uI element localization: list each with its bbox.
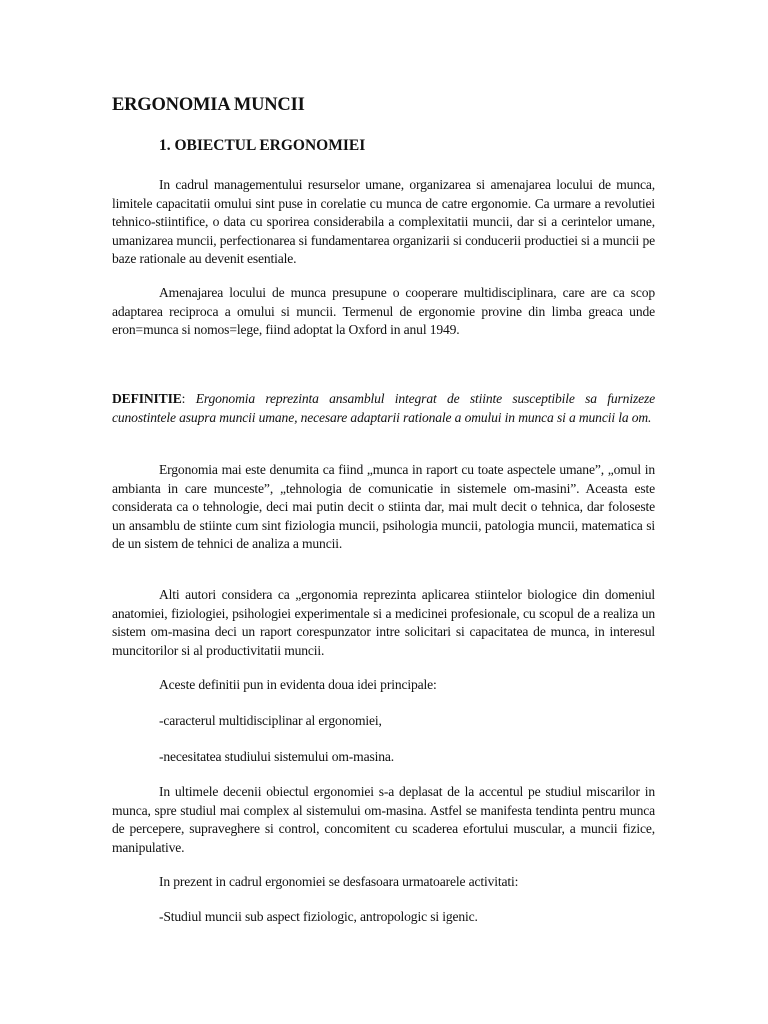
definition-colon: : <box>181 391 186 406</box>
paragraph-denumire: Ergonomia mai este denumita ca fiind „munca in raport cu toate aspectele umane”, „omul in ambianta in care munceste”, „tehnologia de comunicatie in sistemele om-masini”. Aceasta este considerata ca o tehnologie, deci mai putin decit o stiinta dar, mai mult decit o tehnica, dar foloseste un ansamblu de stiinte cum sint fiziologia muncii, psihologia muncii, patologia muncii, matematica si de un sistem de tehnici de analiza a muncii. <box>112 462 655 552</box>
paragraph-amenajare: Amenajarea locului de munca presupune o cooperare multidisciplinara, care are ca scop adaptarea reciproca a omului si muncii. Termenul de ergonomie provine din limba greaca unde eron=munca si nomos=lege, fiind adoptat la Oxford in anul 1949. <box>112 285 655 338</box>
paragraph-alti-autori: Alti autori considera ca „ergonomia reprezinta aplicarea stiintelor biologice din domeniul anatomiei, fiziologiei, psihologiei experimentale si a medicinei profesionale, cu scopul de a realiza un sistem om-masina deci un raport corespunzator intre solicitari si capacitatea de munca, in interesul muncitorilor si al productivitatii muncii. <box>112 587 655 658</box>
definition-paragraph <box>112 390 655 427</box>
definition-text: Ergonomia reprezinta ansamblul integrat de stiinte susceptibile sa furnizeze cunostintele asupra muncii umane, necesare adaptarii rationale a omului in munca si a muncii la om. <box>112 391 656 425</box>
text-line: Aceste definitii pun in evidenta doua idei principale: <box>159 677 437 692</box>
definition-label: DEFINITIE <box>112 391 182 406</box>
document-title: ERGONOMIA MUNCII <box>112 95 305 115</box>
list-item: -Studiul muncii sub aspect fiziologic, antropologic si igenic. <box>159 909 478 924</box>
list-item: -necesitatea studiului sistemului om-masina. <box>159 749 395 764</box>
list-item: -caracterul multidisciplinar al ergonomiei, <box>159 713 382 728</box>
text-line: In prezent in cadrul ergonomiei se desfasoara urmatoarele activitati: <box>159 874 519 889</box>
paragraph-intro: In cadrul managementului resurselor umane, organizarea si amenajarea locului de munca, limitele capacitatii omului sint puse in corelatie cu munca de catre ergonomie. Ca urmare a revolutiei tehnico-stiintifice, o data cu sporirea considerabila a complexitatii muncii, dar si a cerintelor umane, umanizarea muncii, perfectionarea si fundamentarea organizarii si conducerii productiei si a muncii pe baze rationale au devenit esentiale. <box>112 177 655 267</box>
section-heading: 1. OBIECTUL ERGONOMIEI <box>159 137 366 154</box>
paragraph-ultimele-decenii: In ultimele decenii obiectul ergonomiei s-a deplasat de la accentul pe studiul miscarilor in munca, spre studiul mai complex al sistemului om-masina. Astfel se manifesta tendinta pentru munca de percepere, supraveghere si control, concomitent cu scaderea efortului muscular, a muncii fizice, manipulative. <box>112 784 655 855</box>
